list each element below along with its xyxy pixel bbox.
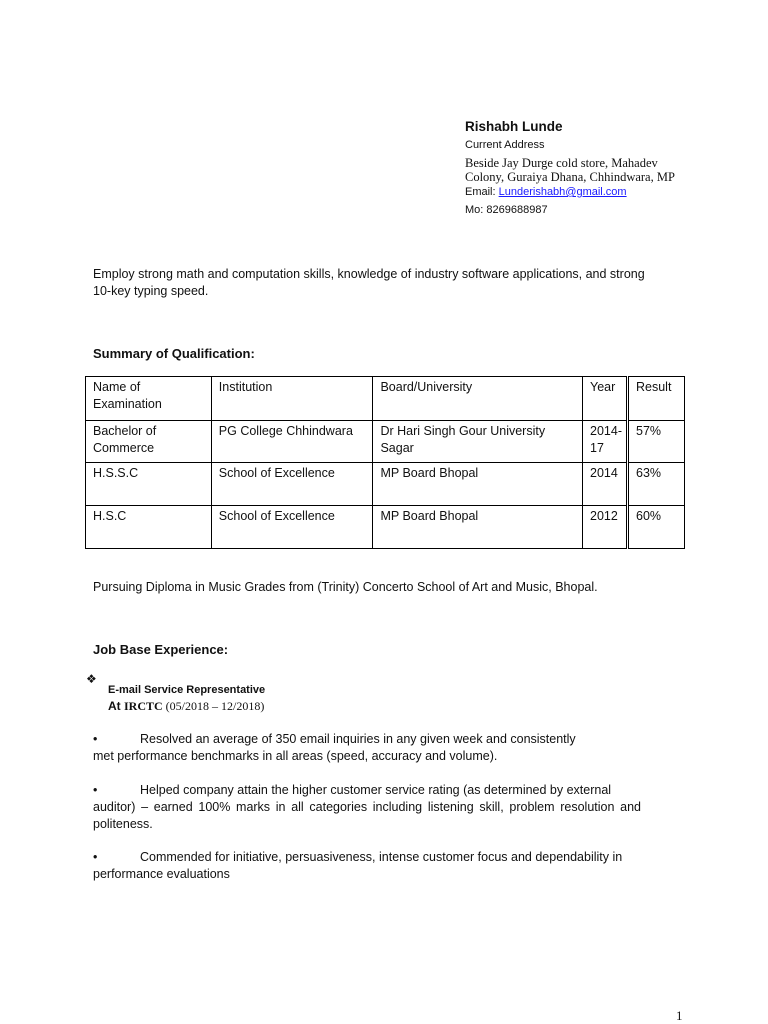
experience-point-3 <box>93 849 641 883</box>
point-rest: auditor) – earned 100% marks in all categories including listening skill, problem resolution and politeness. <box>93 800 641 831</box>
table-row <box>86 421 685 463</box>
company-name: IRCTC <box>124 699 163 713</box>
table-cell: 2014 <box>583 463 628 506</box>
objective-line-2: 10-key typing speed. <box>93 284 209 298</box>
table-cell: 2012 <box>583 506 628 549</box>
job-role: E-mail Service Representative <box>108 684 266 696</box>
column-header: Institution <box>211 377 373 421</box>
job-company-line <box>108 699 264 714</box>
email-link[interactable]: Lunderishabh@gmail.com <box>498 186 627 198</box>
table-row <box>86 506 685 549</box>
table-header-row <box>86 377 685 421</box>
mobile-number: Mo: 8269688987 <box>465 204 548 216</box>
qualification-heading: Summary of Qualification: <box>93 346 255 361</box>
point-first-line: Helped company attain the higher customer service rating (as determined by external <box>140 783 612 797</box>
point-rest: performance evaluations <box>93 867 230 881</box>
objective-line-1: Employ strong math and computation skills, knowledge of industry software applications, and strong <box>93 267 645 281</box>
table-cell: H.S.S.C <box>86 463 212 506</box>
column-header: Result <box>628 377 685 421</box>
objective <box>93 266 693 300</box>
email-row <box>465 186 627 198</box>
table-cell: 60% <box>628 506 685 549</box>
column-header: Year <box>583 377 628 421</box>
bullet-icon: • <box>93 732 98 746</box>
table-cell: School of Excellence <box>211 506 373 549</box>
table-cell: 2014-17 <box>583 421 628 463</box>
address-line-2: Colony, Guraiya Dhana, Chhindwara, MP <box>465 170 675 184</box>
table-cell: School of Excellence <box>211 463 373 506</box>
point-first-line: Commended for initiative, persuasiveness, intense customer focus and dependability in <box>140 850 623 864</box>
diploma-statement: Pursuing Diploma in Music Grades from (Trinity) Concerto School of Art and Music, Bhopal. <box>93 580 598 594</box>
diamond-bullet-icon: ❖ <box>86 672 97 686</box>
table-row <box>86 463 685 506</box>
address-label: Current Address <box>465 139 545 151</box>
table-cell: MP Board Bhopal <box>373 506 583 549</box>
column-header: Board/University <box>373 377 583 421</box>
page-number: 1 <box>676 1008 683 1023</box>
candidate-name: Rishabh Lunde <box>465 119 563 134</box>
qualification-table <box>85 376 685 549</box>
table-cell: 57% <box>628 421 685 463</box>
bullet-icon: • <box>93 783 98 797</box>
address-line-1: Beside Jay Durge cold store, Mahadev <box>465 156 658 170</box>
table-cell: Dr Hari Singh Gour University Sagar <box>373 421 583 463</box>
bullet-icon: • <box>93 850 98 864</box>
table-cell: MP Board Bhopal <box>373 463 583 506</box>
column-header: Name of Examination <box>86 377 212 421</box>
table-cell: 63% <box>628 463 685 506</box>
point-first-line: Resolved an average of 350 email inquiries in any given week and consistently <box>140 732 576 746</box>
experience-point-2 <box>93 782 641 833</box>
table-cell: PG College Chhindwara <box>211 421 373 463</box>
experience-heading: Job Base Experience: <box>93 642 229 657</box>
table-cell: H.S.C <box>86 506 212 549</box>
at-prefix: At <box>108 699 124 713</box>
job-period: (05/2018 – 12/2018) <box>162 699 265 713</box>
email-label: Email: <box>465 186 499 198</box>
point-rest: met performance benchmarks in all areas (speed, accuracy and volume). <box>93 749 498 763</box>
table-cell: Bachelor of Commerce <box>86 421 212 463</box>
experience-point-1 <box>93 731 641 765</box>
